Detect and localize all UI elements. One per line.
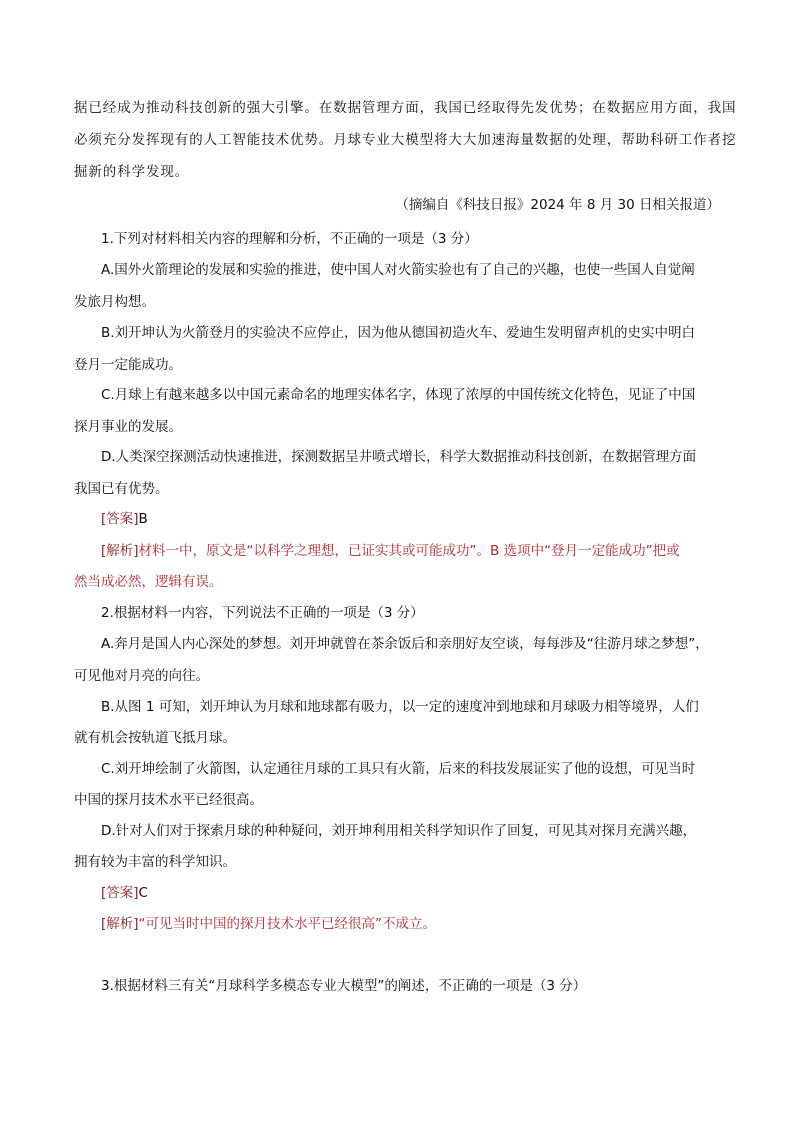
q1-option-b-line1: B.刘开坤认为火箭登月的实验决不应停止，因为他从德国初造火车、爱迪生发明留声机的史实中明白 <box>101 325 696 341</box>
q2-option-b-line2: 就有机会按轨道飞抵月球。 <box>74 730 236 746</box>
q1-answer-label: [答案] <box>101 511 139 527</box>
q1-answer-value: B <box>138 511 148 527</box>
q1-stem: 1.下列对材料相关内容的理解和分析，不正确的一项是（3 分） <box>101 231 478 247</box>
q2-option-d-line1: D.针对人们对于探索月球的种种疑问，刘开坤利用相关科学知识作了回复，可见其对探月充满兴趣， <box>101 823 697 839</box>
intro-line-2: 必须充分发挥现有的人工智能技术优势。月球专业大模型将大大加速海量数据的处理，帮助科研工作者挖 <box>74 132 737 148</box>
q1-option-a-line2: 发旅月构想。 <box>74 294 155 310</box>
q1-option-b-line2: 登月一定能成功。 <box>74 357 182 373</box>
q2-option-d-line2: 拥有较为丰富的科学知识。 <box>74 854 236 870</box>
q1-answer <box>101 509 148 529</box>
q2-option-c-line1: C.刘开坤绘制了火箭图，认定通往月球的工具只有火箭，后来的科技发展证实了他的设想，可见当时 <box>101 761 696 777</box>
q2-analysis-text: “可见当时中国的探月技术水平已经很高”不成立。 <box>138 916 437 932</box>
q1-option-d-line2: 我国已有优势。 <box>74 481 169 497</box>
q2-answer-label: [答案] <box>101 885 139 901</box>
q1-option-c-line1: C.月球上有越来越多以中国元素命名的地理实体名字，体现了浓厚的中国传统文化特色，见证了中国 <box>101 387 696 403</box>
q1-analysis-text: 材料一中，原文是“以科学之理想，已证实其或可能成功”。B 选项中“登月一定能成功”把或 <box>138 543 680 559</box>
q2-answer-value: C <box>138 885 148 901</box>
q1-option-a-line1: A.国外火箭理论的发展和实验的推进，使中国人对火箭实验也有了自己的兴趣，也使一些国人自觉阐 <box>101 262 695 278</box>
q1-analysis-label: [解析] <box>101 543 139 559</box>
intro-line-1: 据已经成为推动科技创新的强大引擎。在数据管理方面，我国已经取得先发优势；在数据应用方面，我国 <box>74 100 737 116</box>
q3-stem: 3.根据材料三有关“月球科学多模态专业大模型”的阐述，不正确的一项是（3 分） <box>101 978 587 994</box>
q2-option-b-line1: B.从图 1 可知，刘开坤认为月球和地球都有吸力，以一定的速度冲到地球和月球吸力相等境界，人们 <box>101 699 699 715</box>
intro-line-3: 掘新的科学发现。 <box>74 164 190 180</box>
q1-analysis-line1 <box>101 541 680 561</box>
q2-stem: 2.根据材料一内容，下列说法不正确的一项是（3 分） <box>101 605 424 621</box>
q2-option-c-line2: 中国的探月技术水平已经很高。 <box>74 792 263 808</box>
q2-analysis-line1 <box>101 914 436 934</box>
source-citation: （摘编自《科技日报》2024 年 8 月 30 日相关报道） <box>395 197 720 213</box>
q2-option-a-line2: 可见他对月亮的向往。 <box>74 668 209 684</box>
q2-analysis-label: [解析] <box>101 916 139 932</box>
q1-option-c-line2: 探月事业的发展。 <box>74 419 182 435</box>
q1-option-d-line1: D.人类深空探测活动快速推进，探测数据呈井喷式增长，科学大数据推动科技创新，在数据管理方面 <box>101 449 697 465</box>
q2-answer <box>101 883 148 903</box>
q2-option-a-line1: A.奔月是国人内心深处的梦想。刘开坤就曾在茶余饭后和亲朋好友空谈，每每涉及“往游月球之梦想”， <box>101 636 709 652</box>
q1-analysis-line2: 然当成必然，逻辑有误。 <box>74 574 223 590</box>
